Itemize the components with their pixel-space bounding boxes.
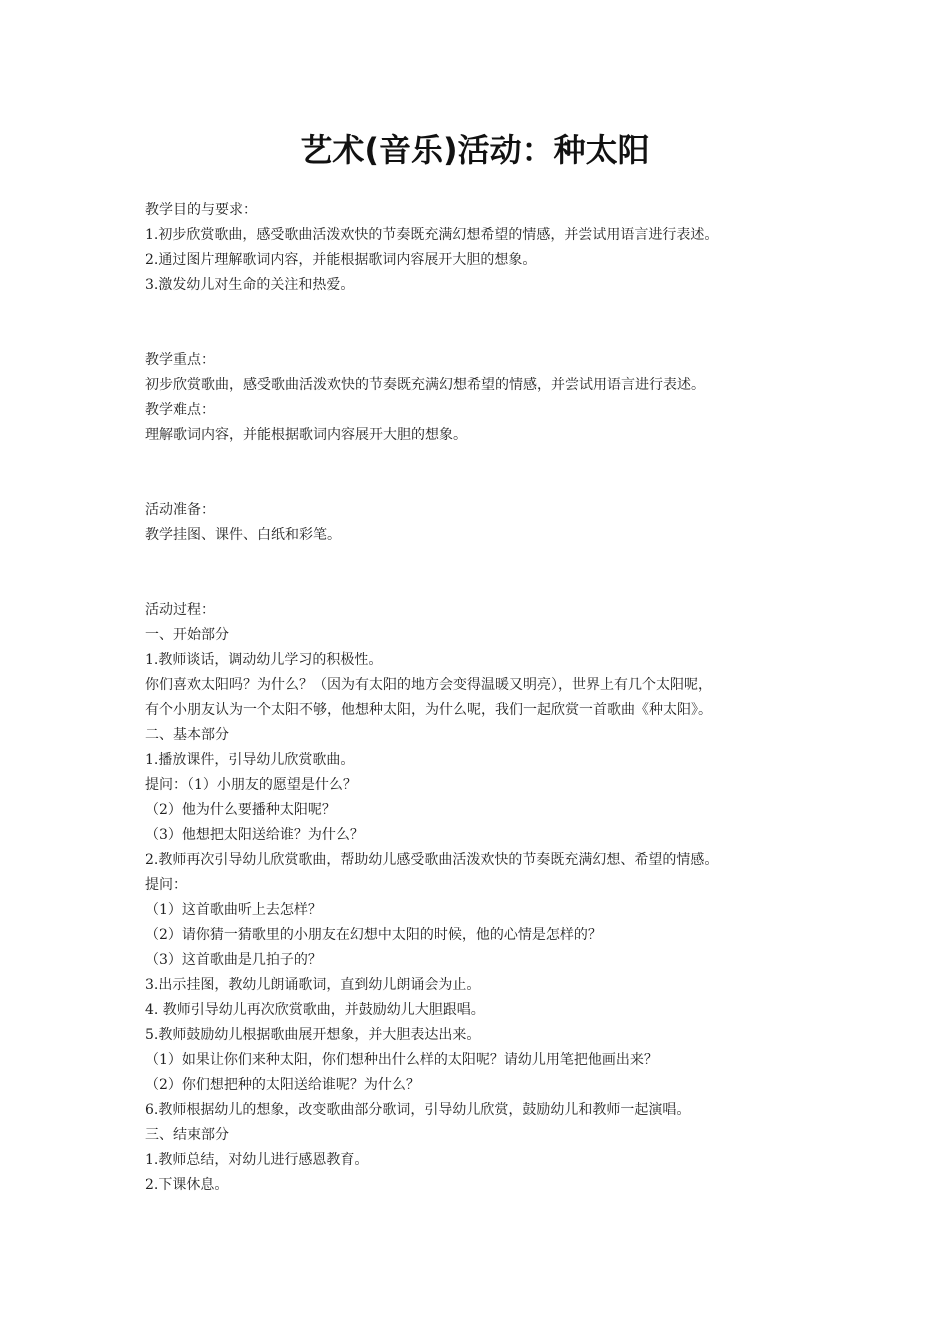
process-line: 3.出示挂图，教幼儿朗诵歌词，直到幼儿朗诵会为止。 <box>145 977 481 993</box>
process-line: 提问：（1）小朋友的愿望是什么？ <box>145 777 357 793</box>
process-line: 2.下课休息。 <box>145 1177 229 1193</box>
key-points-text: 初步欣赏歌曲，感受歌曲活泼欢快的节奏既充满幻想希望的情感，并尝试用语言进行表述。 <box>145 377 705 393</box>
process-line: （1）这首歌曲听上去怎样？ <box>145 902 322 918</box>
key-points-section <box>145 348 835 448</box>
process-line: 二、基本部分 <box>145 727 229 743</box>
key-points-heading: 教学重点： <box>145 352 215 368</box>
process-line: 三、结束部分 <box>145 1127 229 1143</box>
process-line: 你们喜欢太阳吗？为什么？（因为有太阳的地方会变得温暖又明亮），世界上有几个太阳呢， <box>145 677 712 693</box>
process-line: 1.播放课件，引导幼儿欣赏歌曲。 <box>145 752 355 768</box>
process-line: （2）他为什么要播种太阳呢？ <box>145 802 336 818</box>
process-line: （3）这首歌曲是几拍子的？ <box>145 952 322 968</box>
goals-heading: 教学目的与要求： <box>145 202 257 218</box>
preparation-heading: 活动准备： <box>145 502 215 518</box>
difficulties-heading: 教学难点： <box>145 402 215 418</box>
process-line: 提问： <box>145 877 187 893</box>
process-line: 1.教师谈话，调动幼儿学习的积极性。 <box>145 652 383 668</box>
preparation-text: 教学挂图、课件、白纸和彩笔。 <box>145 527 341 543</box>
spacer <box>145 448 835 498</box>
process-line: （2）你们想把种的太阳送给谁呢？为什么？ <box>145 1077 420 1093</box>
goals-section <box>145 198 835 298</box>
goal-item: 2.通过图片理解歌词内容，并能根据歌词内容展开大胆的想象。 <box>145 252 537 268</box>
process-line: 4. 教师引导幼儿再次欣赏歌曲，并鼓励幼儿大胆跟唱。 <box>145 1002 485 1018</box>
process-line: 2.教师再次引导幼儿欣赏歌曲，帮助幼儿感受歌曲活泼欢快的节奏既充满幻想、希望的情感。 <box>145 852 719 868</box>
process-heading: 活动过程： <box>145 602 215 618</box>
page-title: 艺术(音乐)活动：种太阳 <box>300 131 650 169</box>
spacer <box>145 548 835 598</box>
spacer <box>145 298 835 348</box>
process-line: 5.教师鼓励幼儿根据歌曲展开想象，并大胆表达出来。 <box>145 1027 481 1043</box>
process-line: （2）请你猜一猜歌里的小朋友在幻想中太阳的时候，他的心情是怎样的？ <box>145 927 602 943</box>
preparation-section <box>145 498 835 548</box>
process-line: 6.教师根据幼儿的想象，改变歌曲部分歌词，引导幼儿欣赏，鼓励幼儿和教师一起演唱。 <box>145 1102 691 1118</box>
goal-item: 3.激发幼儿对生命的关注和热爱。 <box>145 277 355 293</box>
document-body <box>145 198 835 1198</box>
difficulties-text: 理解歌词内容，并能根据歌词内容展开大胆的想象。 <box>145 427 467 443</box>
process-line: （3）他想把太阳送给谁？为什么？ <box>145 827 364 843</box>
process-line: （1）如果让你们来种太阳，你们想种出什么样的太阳呢？请幼儿用笔把他画出来？ <box>145 1052 658 1068</box>
process-line: 1.教师总结，对幼儿进行感恩教育。 <box>145 1152 369 1168</box>
process-section <box>145 598 835 1198</box>
goal-item: 1.初步欣赏歌曲，感受歌曲活泼欢快的节奏既充满幻想希望的情感，并尝试用语言进行表述。 <box>145 227 719 243</box>
process-line: 有个小朋友认为一个太阳不够，他想种太阳，为什么呢，我们一起欣赏一首歌曲《种太阳》。 <box>145 702 712 718</box>
process-line: 一、开始部分 <box>145 627 229 643</box>
